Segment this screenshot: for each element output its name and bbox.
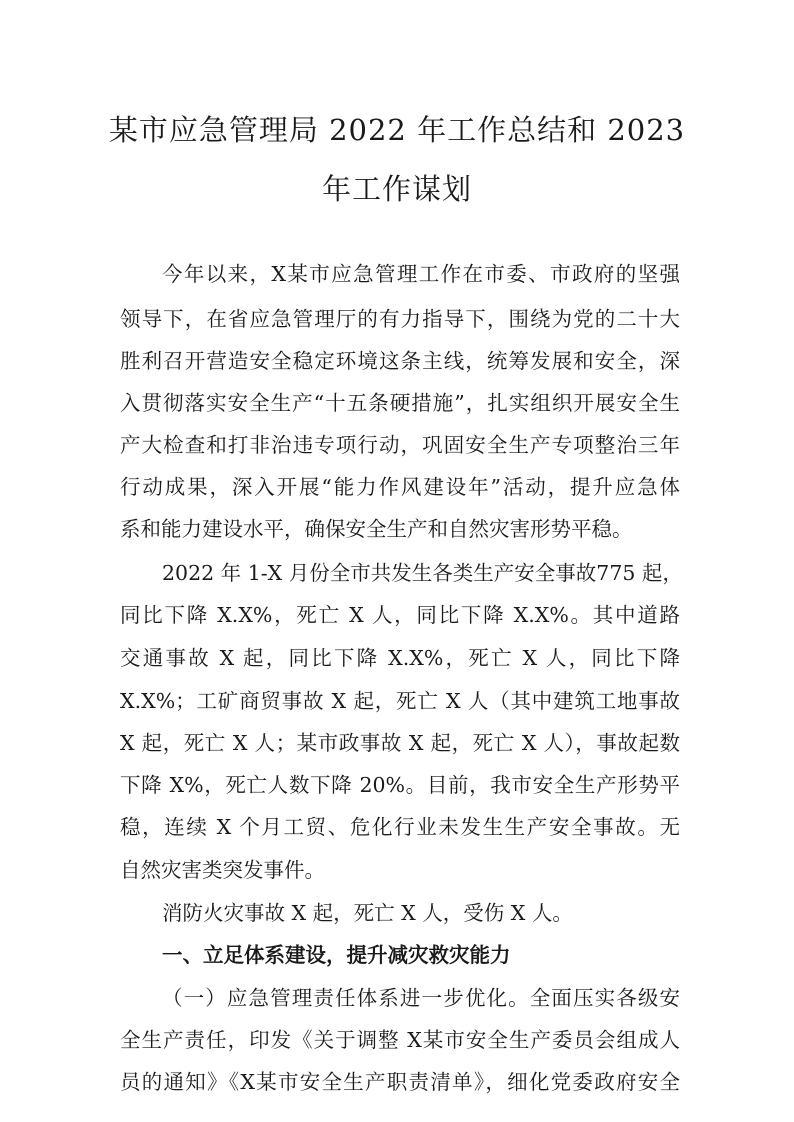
paragraph-1-line: 今年以来，X某市应急管理工作在市委、市政府的坚强 xyxy=(162,262,680,286)
document-title-line-1: 某市应急管理局 2022 年工作总结和 2023 xyxy=(108,113,686,147)
paragraph-2-line: 同比下降 X.X%，死亡 X 人，同比下降 X.X%。其中道路 xyxy=(120,603,680,627)
paragraph-3: 消防火灾事故 X 起，死亡 X 人，受伤 X 人。 xyxy=(162,901,573,925)
paragraph-1-line: 胜利召开营造安全稳定环境这条主线，统筹发展和安全，深 xyxy=(120,349,680,373)
paragraph-2-line: X 起，死亡 X 人；某市政事故 X 起，死亡 X 人），事故起数 xyxy=(120,731,680,755)
paragraph-4-line: （一）应急管理责任体系进一步优化。全面压实各级安 xyxy=(162,986,680,1010)
paragraph-2-line: 自然灾害类突发事件。 xyxy=(120,858,325,882)
paragraph-1-line: 系和能力建设水平，确保安全生产和自然灾害形势平稳。 xyxy=(120,517,633,541)
paragraph-1-line: 入贯彻落实安全生产“十五条硬措施”，扎实组织开展安全生 xyxy=(120,391,680,415)
paragraph-2-line: 稳，连续 X 个月工贸、危化行业未发生生产安全事故。无 xyxy=(120,815,680,839)
paragraph-1-line: 行动成果，深入开展“能力作风建设年”活动，提升应急体 xyxy=(120,475,680,499)
paragraph-1-line: 领导下，在省应急管理厅的有力指导下，围绕为党的二十大 xyxy=(120,307,680,331)
paragraph-4-line: 全生产责任，印发《关于调整 X某市安全生产委员会组成人 xyxy=(120,1028,680,1052)
paragraph-4-line: 员的通知》《X某市安全生产职责清单》，细化党委政府安全 xyxy=(120,1070,680,1094)
paragraph-2-line: 2022 年 1-X 月份全市共发生各类生产安全事故775 起， xyxy=(162,561,683,585)
paragraph-1-line: 产大检查和打非治违专项行动，巩固安全生产专项整治三年 xyxy=(120,433,680,457)
section-heading-1: 一、立足体系建设，提升减灾救灾能力 xyxy=(162,943,511,967)
paragraph-2-line: 交通事故 X 起，同比下降 X.X%，死亡 X 人，同比下降 xyxy=(120,646,680,670)
paragraph-2-line: X.X%；工矿商贸事故 X 起，死亡 X 人（其中建筑工地事故 xyxy=(120,689,680,713)
document-title-line-2: 年工作谋划 xyxy=(321,172,472,206)
paragraph-2-line: 下降 X%，死亡人数下降 20%。目前，我市安全生产形势平 xyxy=(120,773,680,797)
